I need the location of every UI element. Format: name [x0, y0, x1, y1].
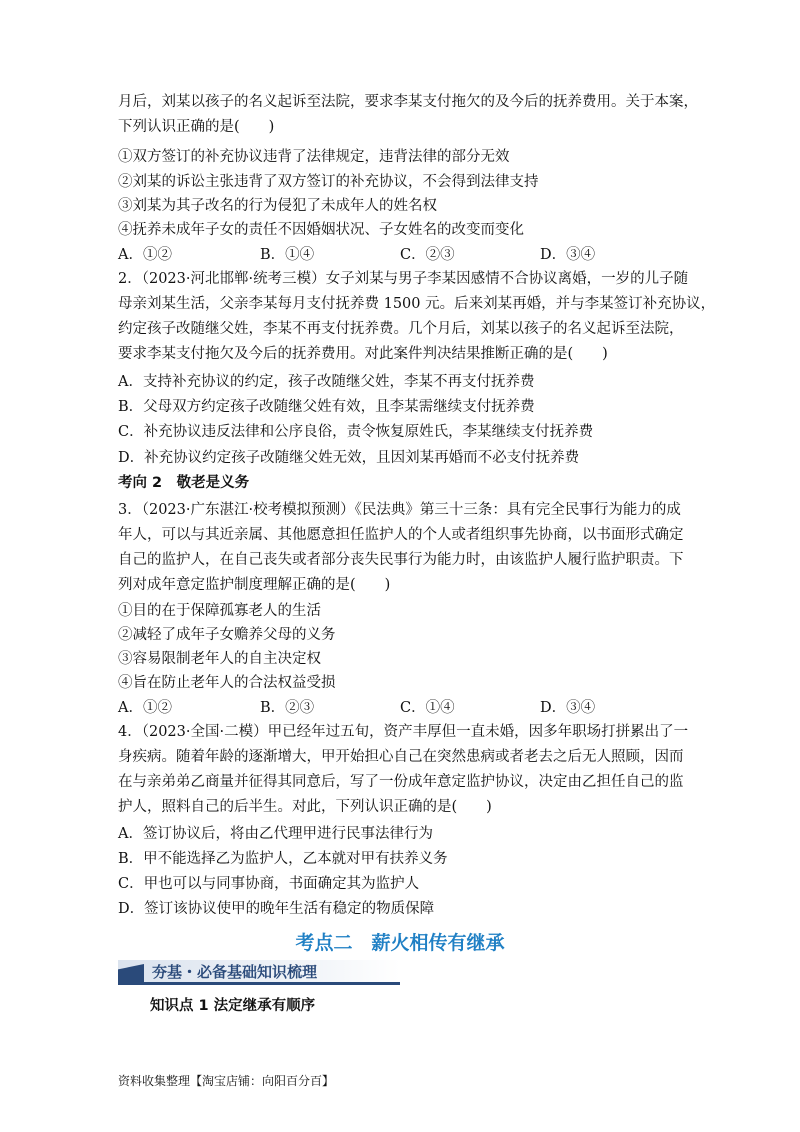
q3-text-line: 列对成年意定监护制度理解正确的是( ): [118, 577, 391, 593]
section-title: 考点二 薪火相传有继承: [295, 932, 505, 954]
q2-text-line: 母亲刘某生活，父亲李某每月支付抚养费 1500 元。后来刘某再婚，并与李某签订补充协议，: [118, 296, 716, 312]
q1-statement: ③刘某为其子改名的行为侵犯了未成年人的姓名权: [118, 198, 437, 214]
q2-option-b[interactable]: B．父母双方约定孩子改随继父姓有效，且李某需继续支付抚养费: [118, 399, 535, 415]
q3-option-a[interactable]: A．①②: [118, 700, 172, 716]
banner-label: 夯基・必备基础知识梳理: [152, 963, 318, 981]
q2-option-a[interactable]: A．支持补充协议的约定，孩子改随继父姓，李某不再支付抚养费: [118, 374, 535, 390]
q4-option-b[interactable]: B．甲不能选择乙为监护人，乙本就对甲有扶养义务: [118, 851, 448, 867]
q3-option-c[interactable]: C．①④: [400, 700, 455, 716]
q2-text-line: 要求李某支付拖欠及今后的抚养费用。对此案件判决结果推断正确的是( ): [118, 346, 608, 362]
q1-option-d[interactable]: D．③④: [540, 247, 596, 263]
q2-option-c[interactable]: C．补充协议违反法律和公序良俗，责令恢复原姓氏，李某继续支付抚养费: [118, 424, 594, 440]
knowledge-point-heading: 知识点 1 法定继承有顺序: [150, 998, 316, 1014]
page-footer: 资料收集整理【淘宝店铺：向阳百分百】: [118, 1074, 335, 1088]
q4-option-d[interactable]: D．签订该协议使甲的晚年生活有稳定的物质保障: [118, 901, 435, 917]
q4-text-line: 护人，照料自己的后半生。对此，下列认识正确的是( ): [118, 799, 492, 815]
q3-option-b[interactable]: B．②③: [260, 700, 315, 716]
q1-text-line: 下列认识正确的是( ): [118, 119, 275, 135]
banner-underline: [118, 982, 400, 985]
q3-text-line: 自己的监护人，在自己丧失或者部分丧失民事行为能力时，由该监护人履行监护职责。下: [118, 552, 684, 568]
direction-heading: 考向 2 敬老是义务: [118, 475, 250, 491]
q3-statement: ③容易限制老年人的自主决定权: [118, 651, 321, 667]
q2-text-line: 约定孩子改随继父姓，李某不再支付抚养费。几个月后，刘某以孩子的名义起诉至法院，: [118, 321, 684, 337]
section-banner: [118, 960, 400, 986]
q4-option-a[interactable]: A．签订协议后，将由乙代理甲进行民事法律行为: [118, 826, 433, 842]
q3-statement: ①目的在于保障孤寡老人的生活: [118, 603, 321, 619]
q1-text-line: 月后，刘某以孩子的名义起诉至法院，要求李某支付拖欠的及今后的抚养费用。关于本案，: [118, 94, 698, 110]
q3-option-d[interactable]: D．③④: [540, 700, 596, 716]
q1-statement: ④抚养未成年子女的责任不因婚姻状况、子女姓名的改变而变化: [118, 222, 524, 238]
q4-option-c[interactable]: C．甲也可以与同事协商，书面确定其为监护人: [118, 876, 420, 892]
q3-text-line: 3．（2023·广东湛江·校考模拟预测）《民法典》第三十三条：具有完全民事行为能力的成: [118, 502, 681, 518]
q4-text-line: 在与亲弟弟乙商量并征得其同意后，写了一份成年意定监护协议，决定由乙担任自己的监: [118, 774, 684, 790]
q1-option-b[interactable]: B．①④: [260, 247, 315, 263]
q3-text-line: 年人，可以与其近亲属、其他愿意担任监护人的个人或者组织事先协商，以书面形式确定: [118, 527, 684, 543]
q2-text-line: 2．（2023·河北邯郸·统考三模）女子刘某与男子李某因感情不合协议离婚，一岁的儿子随: [118, 271, 689, 287]
q1-option-c[interactable]: C．②③: [400, 247, 455, 263]
q4-text-line: 4．（2023·全国·二模）甲已经年过五旬，资产丰厚但一直未婚，因多年职场打拼累出了一: [118, 724, 689, 740]
q1-option-a[interactable]: A．①②: [118, 247, 172, 263]
q4-text-line: 身疾病。随着年龄的逐渐增大，甲开始担心自己在突然患病或者老去之后无人照顾，因而: [118, 749, 684, 765]
q1-statement: ①双方签订的补充协议违背了法律规定，违背法律的部分无效: [118, 149, 510, 165]
q3-statement: ④旨在防止老年人的合法权益受损: [118, 675, 336, 691]
q3-statement: ②减轻了成年子女赡养父母的义务: [118, 627, 336, 643]
q2-option-d[interactable]: D．补充协议约定孩子改随继父姓无效，且因刘某再婚而不必支付抚养费: [118, 450, 580, 466]
q1-statement: ②刘某的诉讼主张违背了双方签订的补充协议，不会得到法律支持: [118, 174, 539, 190]
